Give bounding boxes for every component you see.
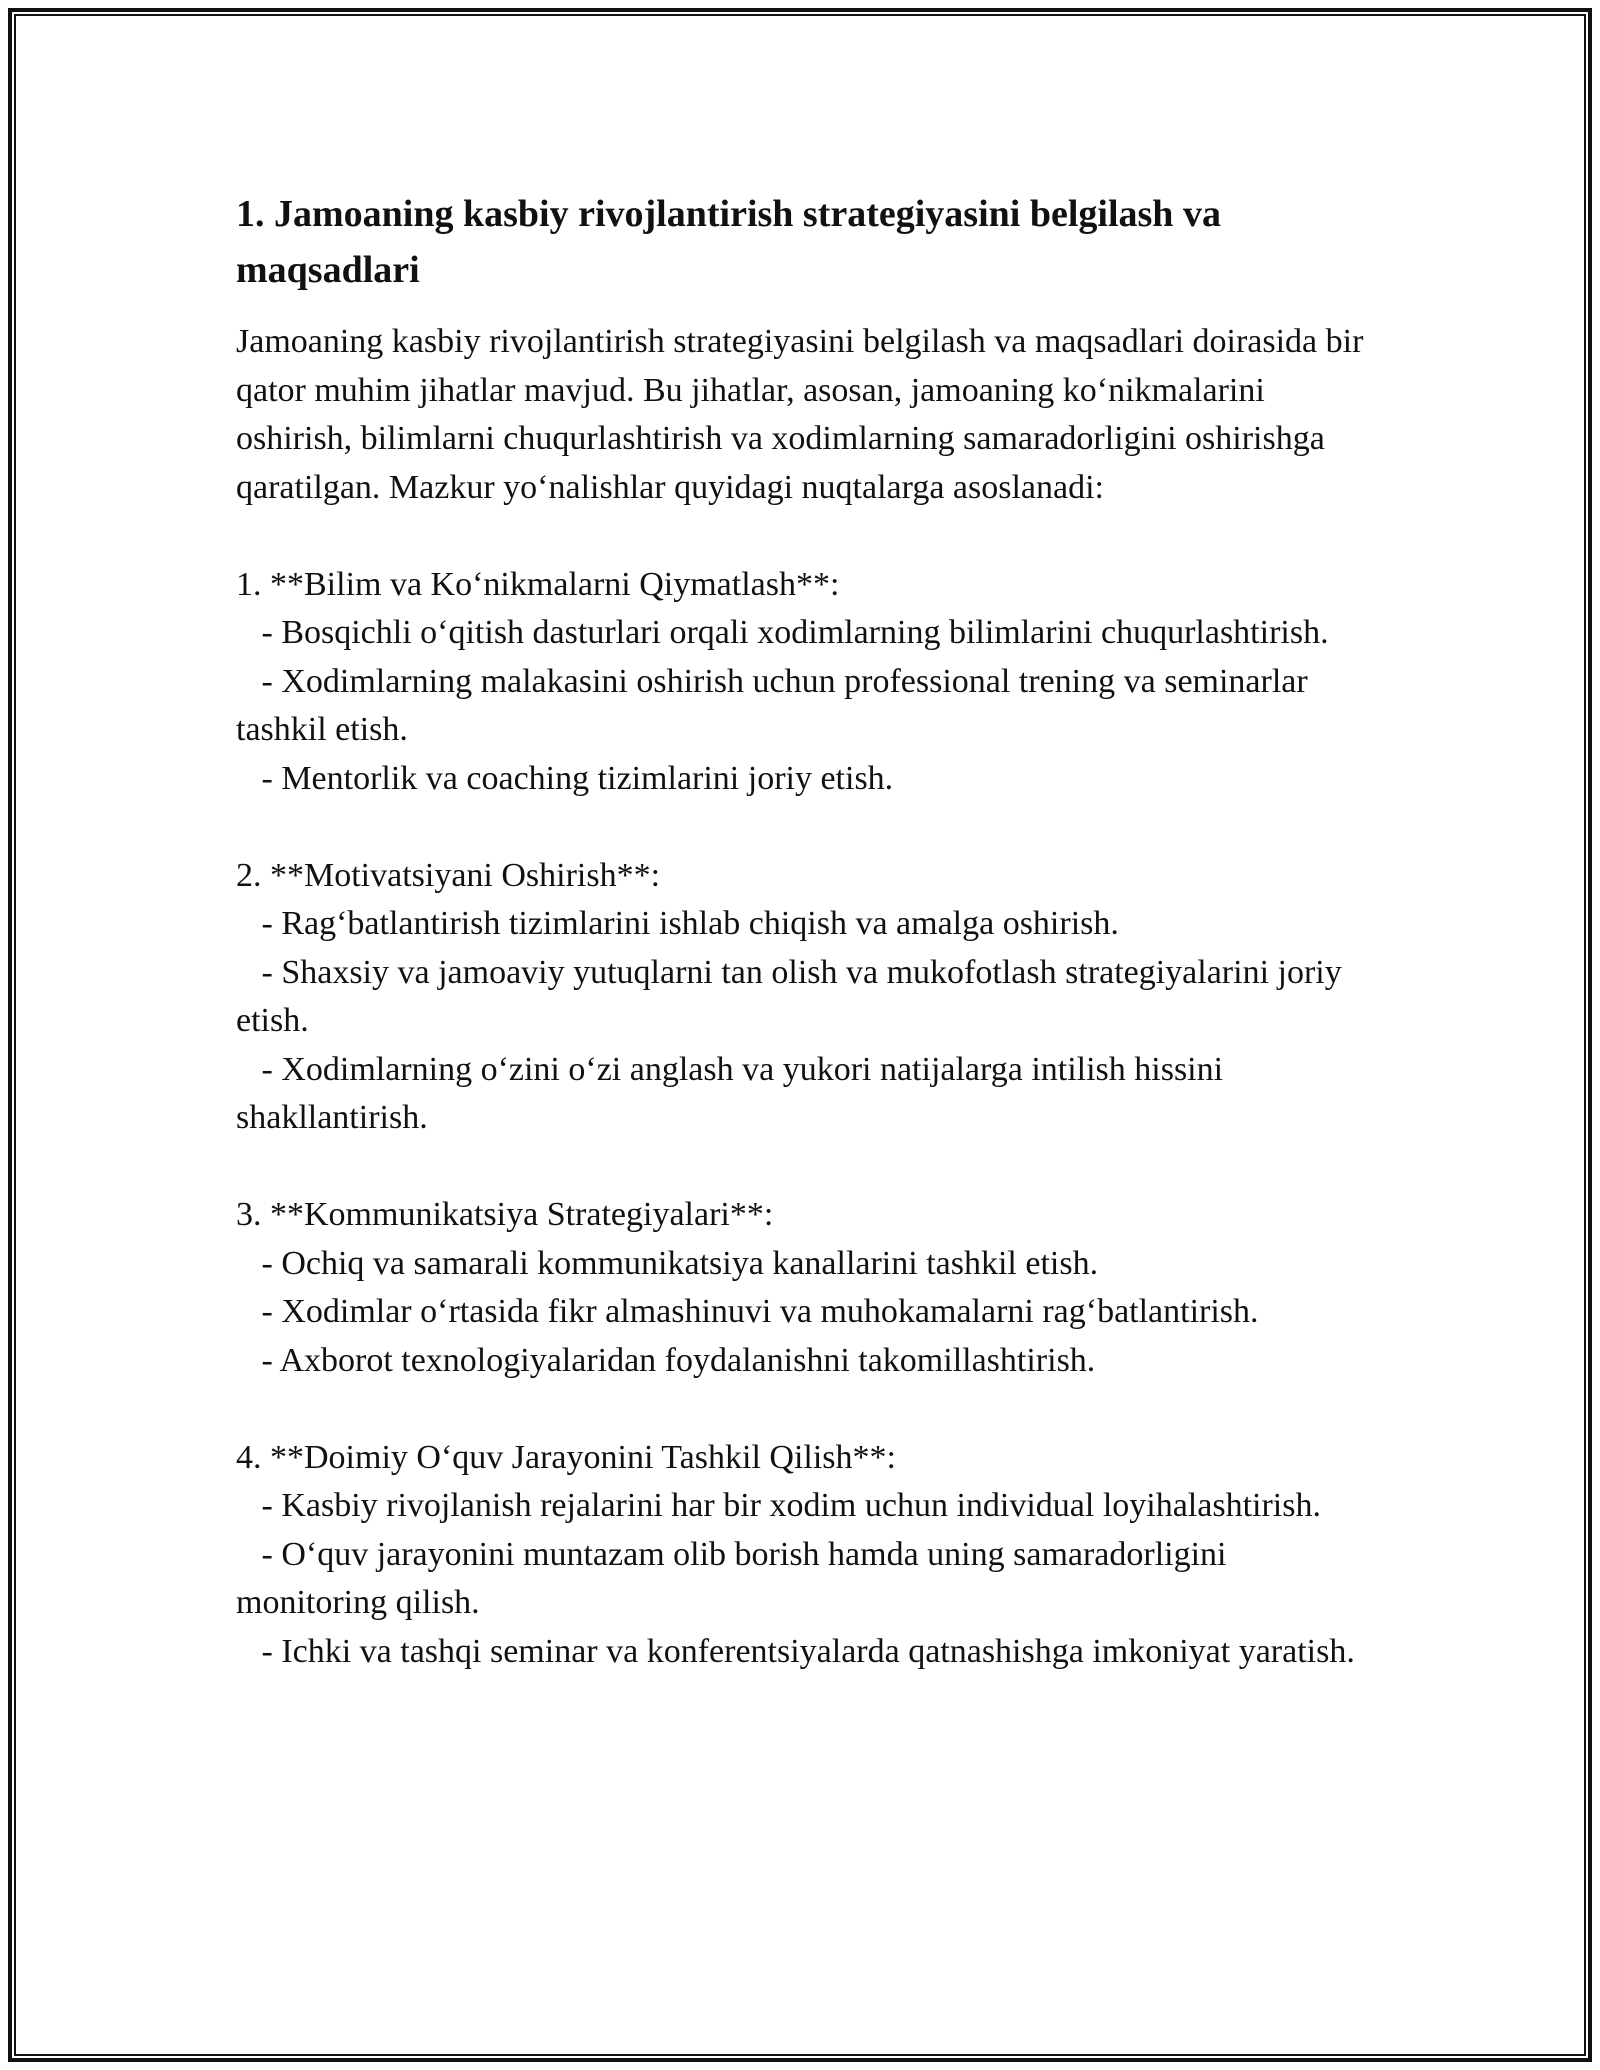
section-1 (236, 561, 1376, 804)
section-2 (236, 852, 1376, 1143)
list-item: - O‘quv jarayonini muntazam olib borish hamda uning samaradorligini monitoring qilish. (236, 1535, 1235, 1621)
list-item: - Bosqichli o‘qitish dasturlari orqali xodimlarning bilimlarini chuqurlashtirish. (236, 614, 1329, 651)
document-heading: 1. Jamoaning kasbiy rivojlantirish strategiyasini belgilash va maqsadlari (236, 193, 1221, 291)
list-item: - Xodimlarning malakasini oshirish uchun professional trening va seminarlar tashkil etish. (236, 662, 1317, 748)
intro-paragraph: Jamoaning kasbiy rivojlantirish strategiyasini belgilash va maqsadlari doirasida bir qator muhim jihatlar mavjud. Bu jihatlar, asosan, jamoaning ko‘nikmalarini oshirish, bilimlarni chuqurlashtirish va xodimlarning samaradorligini oshirishga qaratilgan. Mazkur yo‘nalishlar quyidagi nuqtalarga asoslanadi: (236, 323, 1364, 506)
section-title: 2. **Motivatsiyani Oshirish**: (236, 856, 661, 894)
list-item: - Xodimlarning o‘zini o‘zi anglash va yukori natijalarga intilish hissini shakllantirish. (236, 1050, 1232, 1136)
section-4 (236, 1434, 1376, 1677)
section-title: 4. **Doimiy O‘quv Jarayonini Tashkil Qilish**: (236, 1438, 896, 1476)
list-item: - Kasbiy rivojlanish rejalarini har bir xodim uchun individual loyihalashtirish. (236, 1487, 1321, 1524)
section-title: 1. **Bilim va Ko‘nikmalarni Qiymatlash**: (236, 565, 840, 603)
list-item: - Xodimlar o‘rtasida fikr almashinuvi va muhokamalarni rag‘batlantirish. (236, 1293, 1259, 1330)
list-item: - Rag‘batlantirish tizimlarini ishlab chiqish va amalga oshirish. (236, 905, 1119, 942)
list-item: - Shaxsiy va jamoaviy yutuqlarni tan olish va mukofotlash strategiyalarini joriy etish. (236, 953, 1351, 1039)
list-item: - Mentorlik va coaching tizimlarini joriy etish. (236, 759, 894, 797)
section-title: 3. **Kommunikatsiya Strategiyalari**: (236, 1196, 774, 1233)
list-item: - Ochiq va samarali kommunikatsiya kanallarini tashkil etish. (236, 1244, 1099, 1282)
document-body (236, 186, 1376, 1676)
section-3 (236, 1191, 1376, 1385)
list-item: - Ichki va tashqi seminar va konferentsiyalarda qatnashishga imkoniyat yaratish. (236, 1632, 1355, 1670)
list-item: - Axborot texnologiyalaridan foydalanishni takomillashtirish. (236, 1341, 1096, 1379)
